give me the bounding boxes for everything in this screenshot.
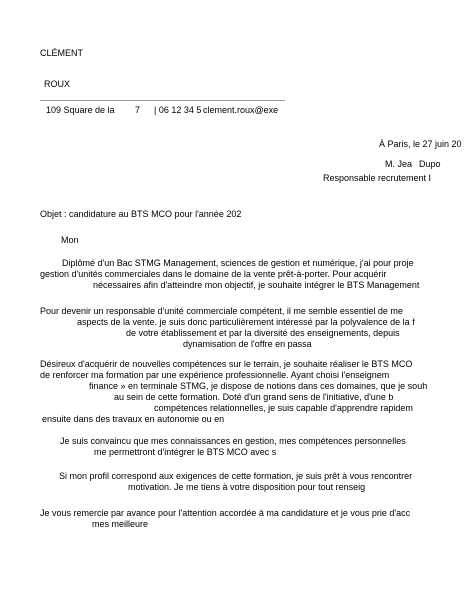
paragraph-line: mes meilleure [92, 519, 149, 529]
sender-email: clement.roux@exe [203, 105, 279, 115]
paragraph-line: gestion d'unités commerciales dans le domaine de la vente prêt-à-porter. Pour acquérir [40, 269, 387, 279]
sender-street-number: 7 [135, 105, 141, 115]
sender-last-name: ROUX [44, 79, 71, 89]
paragraph-line: me permettront d'intégrer le BTS MCO avec s [94, 447, 277, 457]
letter-subject: Objet : candidature au BTS MCO pour l'année 202 [40, 209, 242, 219]
paragraph-line: finance » en terminale STMG, je dispose de notions dans ces domaines, que je souh [89, 381, 428, 391]
paragraph-line: nécessaires afin d'atteindre mon objectif, je souhaite intégrer le BTS Management [93, 280, 420, 290]
paragraph-line: Si mon profil correspond aux exigences de cette formation, je suis prêt à vous rencontrer [59, 471, 413, 481]
place-and-date: À Paris, le 27 juin 20 [379, 139, 462, 149]
recipient-name-last: Dupo [419, 159, 441, 169]
recipient-title: Responsable recrutement I [323, 173, 432, 183]
paragraph-line: au sein de cette formation. Doté d'un grand sens de l'initiative, d'une b [114, 392, 394, 402]
letter-salutation: Mon [61, 235, 79, 245]
header-divider [40, 100, 285, 101]
sender-address: 109 Square de la [46, 105, 115, 115]
paragraph-line: Pour devenir un responsable d'unité commerciale compétent, il me semble essentiel de me [40, 306, 403, 316]
paragraph-line: Désireux d'acquérir de nouvelles compétences sur le terrain, je souhaite réaliser le BTS MCO [40, 359, 413, 369]
sender-first-name: CLÉMENT [40, 48, 84, 58]
paragraph-line: Je vous remercie par avance pour l'attention accordée à ma candidature et je vous prie d'acc [40, 508, 411, 518]
paragraph-line: aspects de la vente. je suis donc particulièrement intéressé par la polyvalence de la f [77, 317, 415, 327]
paragraph-line: compétences relationnelles, je suis capable d'apprendre rapidem [154, 403, 413, 413]
paragraph-line: motivation. Je me tiens à votre disposition pour tout renseig [128, 482, 366, 492]
paragraph-line: de votre établissement et par la diversité des enseignements, depuis [126, 328, 400, 338]
recipient-name-first: M. Jea [385, 159, 413, 169]
paragraph-line: de renforcer ma formation par une expérience professionnelle. Ayant choisi l'enseignem [40, 370, 390, 380]
paragraph-line: Diplômé d'un Bac STMG Management, sciences de gestion et numérique, j'ai pour proje [62, 258, 414, 268]
paragraph-line: dynamisation de l'offre en passa [183, 339, 312, 349]
sender-phone: | 06 12 34 5 [154, 105, 202, 115]
paragraph-line: Je suis convaincu que mes connaissances en gestion, mes compétences personnelles [60, 436, 406, 446]
paragraph-line: ensuite dans des travaux en autonomie ou en [42, 414, 225, 424]
